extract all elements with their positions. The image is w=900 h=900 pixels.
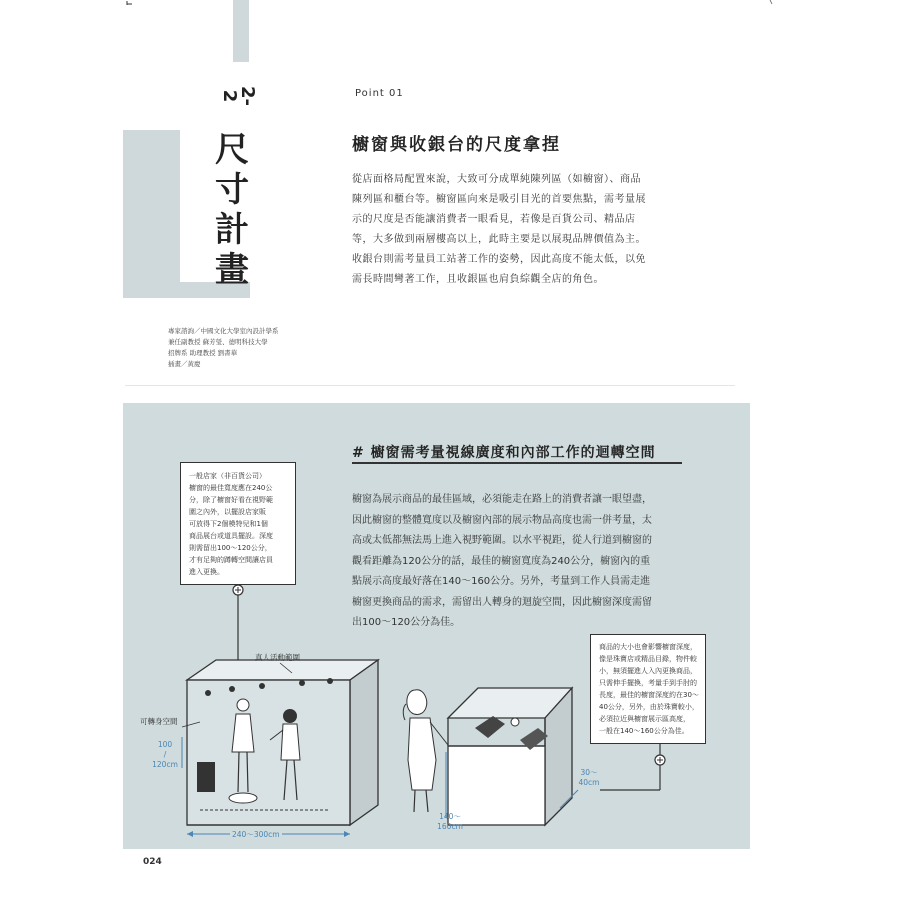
panel-line: 觀看距離為120公分的話，最佳的櫥窗寬度為240公分，櫥窗內的重 xyxy=(352,555,651,567)
label-line: 140～ xyxy=(439,812,461,821)
note-line: 長度，最佳的櫥窗深度約在30～ xyxy=(599,691,699,699)
intro-line: 需長時間彎著工作，且收銀區也肩負綜觀全店的角色。 xyxy=(352,274,604,285)
chapter-title-char: 畫 xyxy=(215,250,249,290)
label-case-depth xyxy=(574,768,604,788)
note-line: 圍之內外，以擺設店家販 xyxy=(189,508,266,516)
panel-line: 點展示高度最好落在140～160公分。另外，考量到工作人員需走進 xyxy=(352,576,651,587)
intro-line: 示的尺度是否能讓消費者一眼看見，若像是百貨公司、精品店 xyxy=(352,214,636,225)
label-line: 40cm xyxy=(578,778,600,787)
note-line: 必須拉近與櫥窗展示區高度， xyxy=(599,715,690,723)
chapter-title-char: 尺 xyxy=(215,130,249,170)
chapter-title-char: 寸 xyxy=(215,170,249,210)
panel-title: # 櫥窗需考量視線廣度和內部工作的迴轉空間 xyxy=(352,445,656,461)
chapter-title-char: 計 xyxy=(215,210,249,250)
label-line: 100 xyxy=(157,740,173,749)
note-line: 櫥窗的最佳寬度應在240公 xyxy=(189,484,273,492)
showcase-drawing xyxy=(403,688,578,825)
credit-line: 插畫／黃慶 xyxy=(168,360,201,368)
label-width-range: 240～300cm xyxy=(232,830,280,839)
credit-line: 專家諮詢／中國文化大學室內設計學系 xyxy=(168,327,279,335)
panel-line: 因此櫥窗的整體寬度以及櫥窗內部的展示物品高度也需一併考量，太 xyxy=(352,514,652,526)
note-line: 只需伸手擺換，考量手到手肘的 xyxy=(599,679,697,687)
intro-line: 從店面格局配置來說，大致可分成單純陳列區（如櫥窗）、商品 xyxy=(352,174,641,185)
label-line: 30～ xyxy=(580,768,598,777)
note-line: 可放得下2個模特兒和1個 xyxy=(189,520,268,528)
point-label: Point 01 xyxy=(355,88,404,99)
note-line: 像是珠寶店或精品目錄，物件較 xyxy=(599,655,697,663)
intro-line: 收銀台則需考量員工站著工作的姿勢，因此高度不能太低，以免 xyxy=(352,254,646,265)
note-line: 分，除了櫥窗好看在視野範 xyxy=(189,496,273,504)
note-line: 一般在140～160公分為佳。 xyxy=(599,727,689,735)
intro-line: 等，大多做到兩層樓高以上，此時主要是以展現品牌價值為主。 xyxy=(352,234,646,245)
label-turn-space: 可轉身空間 xyxy=(140,717,178,726)
note-line: 一般店家（非百貨公司） xyxy=(189,472,266,480)
note-line: 商品的大小也會影響櫥窗深度， xyxy=(599,643,697,651)
note-line: 則需留出100～120公分， xyxy=(189,544,272,552)
note-line: 商品展台或道具擺設。深度 xyxy=(189,532,273,540)
chapter-number-text: 2-2 xyxy=(219,86,258,106)
label-line: 120cm xyxy=(152,760,178,769)
label-person-range: 真人活動範圍 xyxy=(255,653,300,662)
page-number: 024 xyxy=(143,857,162,867)
section-title: 櫥窗與收銀台的尺度拿捏 xyxy=(352,135,561,155)
panel-line: 櫥窗為展示商品的最佳區域，必須能走在路上的消費者讓一眼望盡， xyxy=(352,494,652,505)
label-depth-range xyxy=(150,740,180,770)
credit-line: 兼任副教授 蘇芳瑩、德明科技大學 xyxy=(168,338,268,346)
panel-line: 櫥窗更換商品的需求，需留出人轉身的迴旋空間，因此櫥窗深度需留 xyxy=(352,596,652,608)
credit-line: 招牌系 助理教授 劉書華 xyxy=(168,349,238,357)
label-height-range xyxy=(432,812,468,832)
intro-line: 陳列區和櫃台等。櫥窗區向來是吸引目光的首要焦點，需考量展 xyxy=(352,194,646,205)
note-line: 40公分，另外，由於珠寶較小， xyxy=(599,703,699,711)
display-window-drawing xyxy=(182,660,378,837)
label-line: / xyxy=(163,750,167,759)
note-line: 才有足夠的蹲轉空間讓店員 xyxy=(189,556,273,564)
label-line: 160cm xyxy=(437,822,463,831)
note-line: 小，無須擺進人入內更換商品， xyxy=(599,667,697,675)
note-line: 進入更換。 xyxy=(189,568,224,576)
panel-line: 高或太低都無法馬上進入視野範圍。以水平視距，從人行道到櫥窗的 xyxy=(352,535,652,546)
panel-line: 出100～120公分為佳。 xyxy=(352,617,461,628)
